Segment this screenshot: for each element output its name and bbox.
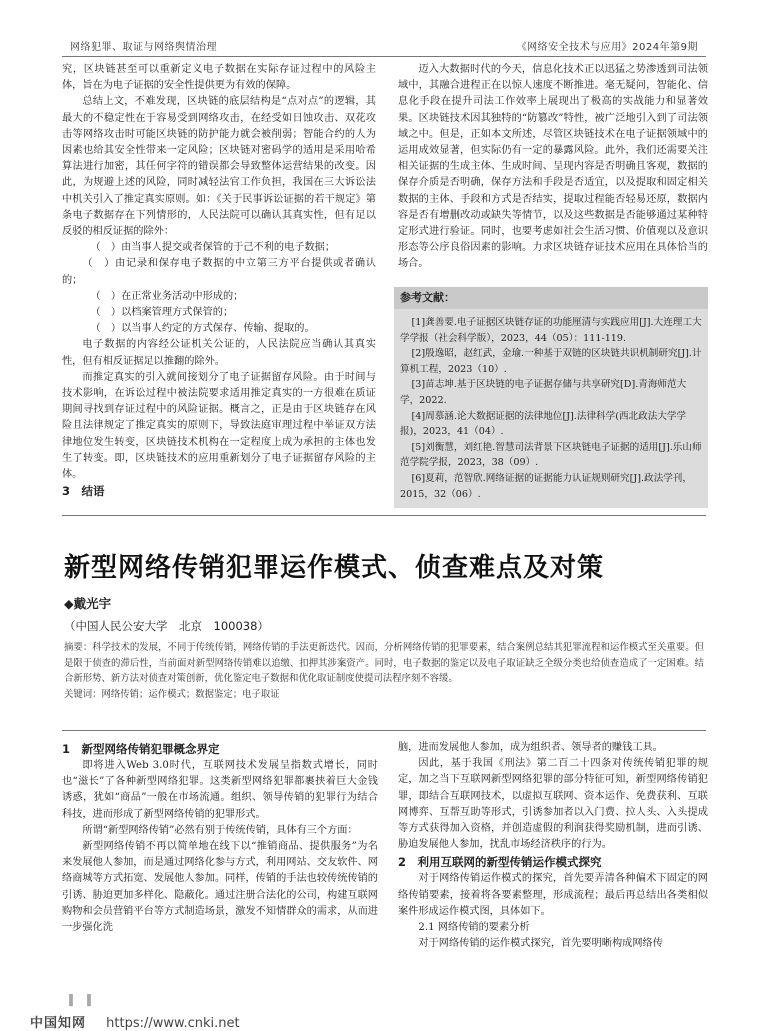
paragraph: （ ）由记录和保存电子数据的中立第三方平台提供或者确认的； — [62, 258, 376, 286]
paragraph: 对于网络传销运作模式的探究，首先要弄清各种偏术下固定的网络传销要素，接着将各要素整理，形成流程；最后再总结出各类相似案件形成运作模式图，具体如下。 — [398, 873, 708, 917]
paragraph: 3 结语 — [62, 484, 105, 499]
paragraph: （ ）由当事人提交或者保管的于己不利的电子数据； — [90, 242, 336, 254]
paragraph: 所谓“新型网络传销”必然有别于传统传销，具体有三个方面： — [82, 824, 358, 836]
top-right-column — [398, 62, 708, 273]
paragraph: 因此，基于我国《刑法》第二百二十四条对传统传销犯罪的规定，加之当下互联网新型网络犯罪的部分特征可知，新型网络传销犯罪，即结合互联网技术，以虚拟互联网、资本运作、免费获利、互联网博弈、互帮互助等形式，引诱参加者以入门费、拉人头、入头提成等方式获得加入资格，并创造虚假的利润获得奖励机制，进而引诱、胁迫发展他人参加，扰乱市场经济秩序的行为。 — [398, 758, 708, 851]
paragraph: 即将进入Web 3.0时代，互联网技术发展呈指数式增长，同时也“滋长”了各种新型网络犯罪。这类新型网络犯罪都裹挟着巨大金钱诱惑，犹如“商品”一般在市场流通。组织、领导传销的犯罪行为结合科技，进而形成了新型网络传销的犯罪形式。 — [62, 760, 378, 820]
paragraph: 脑，进而发展他人参加，成为组织者、领导者的赚钱工具。 — [398, 742, 663, 753]
paragraph: （ ）以当事人约定的方式保存、传输、提取的。 — [90, 323, 315, 335]
reference-item: [3]苗志坤.基于区块链的电子证据存储与共享研究[D].青海师范大学，2022. — [400, 379, 687, 406]
paragraph: 总结上文，不难发现，区块链的底层结构是“点对点”的逻辑，其最大的不稳定性在于容易受到网络攻击，在经受如日蚀攻击、双花攻击等网络攻击时可能区块链的防护能力就会被削弱；智能合约的人为因素也给其安全性带来一定风险；区块链对密码学的适用是采用哈希算法进行加密，其任何字符的错误都会导致整体运营结果的改变。因此，为规避上述的风险，同时减轻法官工作负担，我国在三大诉讼法中机关引入了推定真实原则。如：《关于民事诉讼证据的若干规定》第 条电子数据存在下列情形的，人民法院可以确认其真实性，但有足以反驳的相反证据的除外： — [62, 96, 397, 238]
paragraph: 新型网络传销不再以简单地在线下以“推销商品、提供服务”为名来发展他人参加，而是通过网络化参与方式，利用网站、交友软件、网络商城等方式拓宽、发展他人参加。同样，传销的手法也较传统传销的引诱、胁迫更加多样化、隐蔽化。通过注册合法化的公司，构建互联网购物和会员营销平台等方式制造场景，激发不知情群众的需求，从而进一步强化洗 — [62, 841, 378, 934]
running-header-right: 《网络安全技术与应用》2024年第9期 — [516, 42, 698, 53]
references-box — [394, 287, 708, 508]
page-marks: ‖ ‖ — [68, 992, 93, 1006]
cnki-logo: 中国知网 — [30, 1016, 87, 1031]
paragraph: 1 新型网络传销犯罪概念界定 — [62, 742, 220, 756]
reference-item: [2]殷逸昭，赵红武，金瑜.一种基于双链的区块链共识机制研究[J].计算机工程，2023（10）. — [400, 348, 702, 375]
article-affiliation: （中国人民公安大学 北京 100038） — [64, 619, 269, 633]
paragraph: 电子数据的内容经公证机关公证的，人民法院应当确认其真实性，但有相反证据足以推翻的除外。 — [62, 339, 376, 367]
references-title: 参考文献： — [394, 287, 708, 309]
paragraph: 究，区块链甚至可以重新定义电子数据在实际存证过程中的风险主体，旨在为电子证据的安全性提供更为有效的保障。 — [62, 64, 376, 92]
abstract-text: 摘要：科学技术的发展，不同于传统传销，网络传销的手法更新迭代。因而，分析网络传销的犯罪要素，结合案例总结其犯罪流程和运作模式至关重要。但是限于侦查的滞后性，当前面对新型网络传销难以追缴、扣押其涉案资产。同时，电子数据的鉴定以及电子取证缺乏全级分类也给侦查造成了一定困难。结合新形势、新方法对侦查对策创新，优化鉴定电子数据和优化取证制度使提司法程序刻不容缓。 — [64, 642, 704, 685]
footer-watermark[interactable] — [30, 1012, 240, 1031]
running-header-left: 网络犯罪、取证与网络舆情治理 — [70, 42, 217, 53]
reference-item: [6]夏莉，范智欣.网络证据的证据能力认证规则研究[J].政法学刊，2015，32（06）. — [400, 472, 692, 500]
paragraph: （ ）以档案管理方式保管的； — [90, 307, 234, 319]
reference-item: [5]刘衡慧，刘红艳.智慧司法背景下区块链电子证据的适用[J].乐山师范学院学报，2023，38（09）. — [400, 441, 702, 469]
reference-item: [1]龚善要.电子证据区块链存证的功能厘清与实践应用[J].大连理工大学学报（社会科学版），2023，44（05）：111-119. — [400, 317, 702, 344]
keywords-text: 关键词：网络传销；运作模式；数据鉴定；电子取证 — [64, 688, 280, 700]
article-author: ◆戴光宇 — [64, 596, 112, 611]
paragraph: 迈入大数据时代的今天，信息化技术正以迅猛之势渗透到司法领域中，其融合进程正在以惊人速度不断推进。毫无疑问，智能化、信息化手段在提升司法工作效率上展现出了极高的实战能力和显著效果。区块链技术因其独特的“防篡改”特性，被广泛地引入到了司法领域之中。但是，正如本文所述，尽管区块链技术在电子证据领域中的运用成效显著，但实际仍有一定的暴露风险。此外，我们还需要关注相关证据的生成主体、生成时间、呈现内容是否明确且客观，数据的保存介质是否明确，保存方法和手段是否适宜，以及提取和固定相关数据的主体、手段和方式是否结实，提取过程能否轻易还原，数据内容是否有增删改动或缺失等情节，以及这些数据是否能够通过某种特定形式进行验证。同时，也要考虑如社会生活习惯、价值观以及意识形态等公序良俗因素的影响。力求区块链存证技术应用在具体恰当的场合。 — [398, 64, 708, 270]
top-left-column — [62, 62, 397, 499]
reference-item: [4]周慕涵.论大数据证据的法律地位[J].法律科学(西北政法大学学报)，2023，41（04）. — [400, 410, 687, 438]
paragraph: （ ）在正常业务活动中形成的； — [90, 290, 244, 302]
paragraph: 2.1 网络传销的要素分析 — [418, 922, 530, 934]
cnki-url-link[interactable]: https://www.cnki.net — [106, 1016, 240, 1031]
section-divider — [62, 515, 706, 516]
article-title: 新型网络传销犯罪运作模式、侦查难点及对策 — [64, 553, 605, 583]
bottom-left-column — [62, 740, 378, 936]
references-list — [394, 309, 708, 508]
paragraph: 2 利用互联网的新型传销运作模式探究 — [398, 855, 602, 870]
header-rule — [62, 56, 706, 57]
paragraph: 对于网络传销的运作模式探究，首先要明晰构成网络传 — [418, 938, 663, 950]
abstract-block — [64, 640, 704, 702]
paragraph: 而推定真实的引入就间接划分了电子证据留存风险。由于时间与技术影响，在诉讼过程中被法院要求适用推定真实的一方很难在质证期间寻找到存证过程中的风险证据。概言之，正是由于区块链存在风险且法律规定了推定真实的原则下，导致法庭审理过程中举证双方法律地位发生转变，区块链技术机构在一定程度上成为承担的主体也发生了转变。即，区块链技术的应用重新划分了电子证据留存风险的主体。 — [62, 371, 376, 481]
abstract-rule — [62, 730, 706, 731]
bottom-right-column — [398, 740, 708, 952]
